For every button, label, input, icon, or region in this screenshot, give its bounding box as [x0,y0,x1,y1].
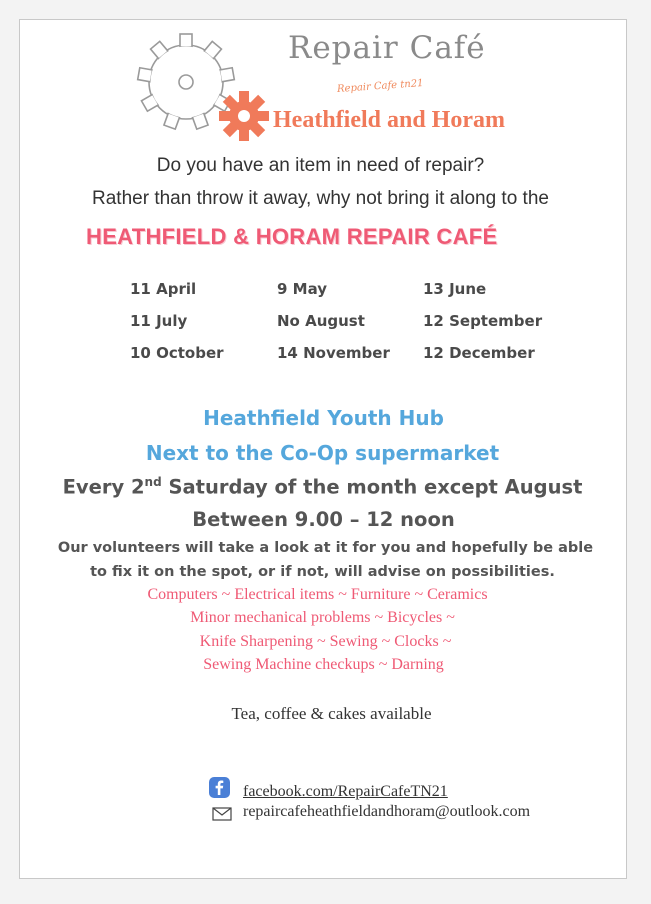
date-item: 13 June [423,280,487,298]
date-item: 11 April [130,280,197,298]
logo-location: Heathfield and Horam [273,107,505,133]
logo-title: Repair Café [288,30,486,66]
schedule-frequency: Every 2nd Saturday of the month except August [62,475,583,499]
envelope-icon [212,807,232,821]
services-line: Knife Sharpening ~ Sewing ~ Clocks ~ [199,633,452,650]
refreshments-note: Tea, coffee & cakes available [231,704,432,723]
date-item: 12 September [423,312,543,330]
intro-line-2: Rather than throw it away, why not bring it along to the [92,188,549,209]
intro-line-1: Do you have an item in need of repair? [156,155,485,176]
date-item: 11 July [130,312,188,330]
date-item: 12 December [423,344,535,362]
services-line: Sewing Machine checkups ~ Darning [203,656,444,673]
date-item: 10 October [130,344,224,362]
logo-tagline: Repair Cafe tn21 [336,77,424,96]
volunteers-line-1: Our volunteers will take a look at it for you and hopefully be able [57,540,594,556]
venue-name: Heathfield Youth Hub [203,406,444,430]
event-headline: HEATHFIELD & HORAM REPAIR CAFÉ [86,224,498,249]
email-address[interactable]: repaircafeheathfieldandhoram@outlook.com [243,803,531,820]
facebook-icon [209,777,230,798]
orange-cog-icon [216,89,272,143]
services-line: Computers ~ Electrical items ~ Furniture ~ Ceramics [147,586,488,603]
volunteers-line-2: to fix it on the spot, or if not, will advise on possibilities. [90,564,555,580]
venue-directions: Next to the Co-Op supermarket [145,441,500,465]
date-item: 9 May [277,280,328,298]
date-item: 14 November [277,344,390,362]
schedule-time: Between 9.00 – 12 noon [192,508,455,531]
services-line: Minor mechanical problems ~ Bicycles ~ [190,609,455,626]
date-item: No August [277,312,365,330]
facebook-link[interactable]: facebook.com/RepairCafeTN21 [243,783,448,800]
